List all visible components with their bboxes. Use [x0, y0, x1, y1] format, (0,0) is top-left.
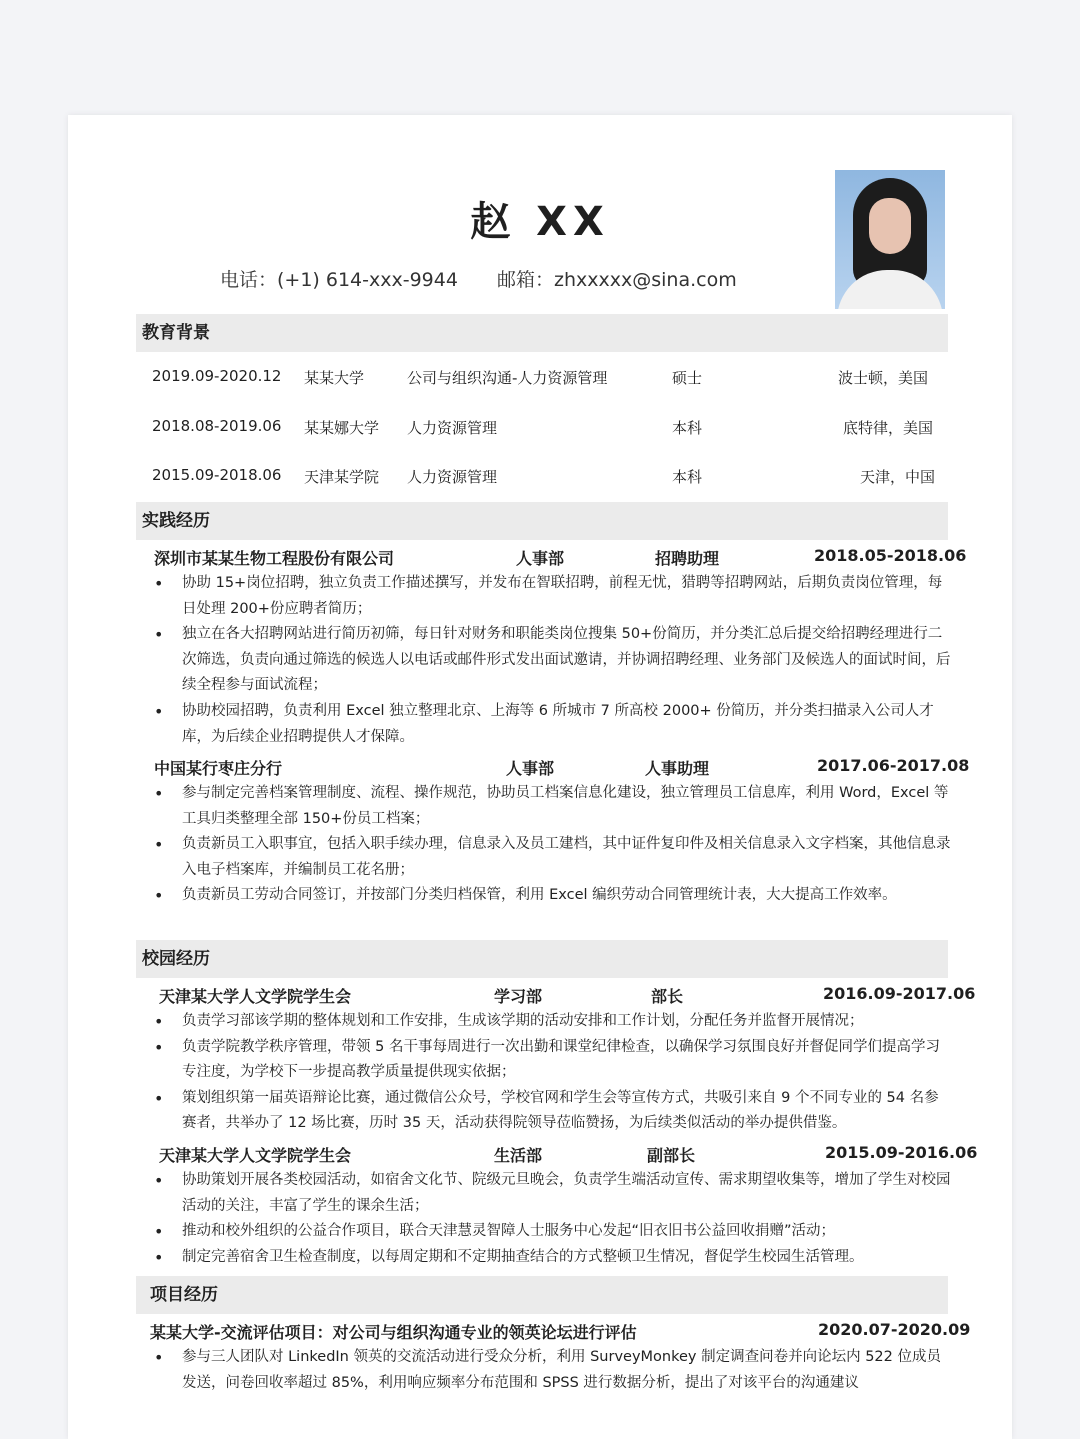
job-period: 2017.06-2017.08: [817, 756, 970, 775]
edu-degree: 硕士: [672, 369, 703, 387]
edu-period: 2019.09-2020.12: [152, 367, 282, 385]
job-role: 招聘助理: [655, 549, 720, 568]
campus-dept: 生活部: [494, 1146, 543, 1165]
edu-degree: 本科: [672, 468, 703, 486]
list-item: • 负责新员工入职事宜，包括入职手续办理，信息录入及员工建档，其中证件复印件及相关信息录入文字档案，其他信息录入电子档案库，并编制员工花名册；: [152, 832, 952, 883]
edu-school: 天津某学院: [304, 468, 380, 486]
edu-degree: 本科: [672, 419, 703, 437]
list-item: • 负责新员工劳动合同签订，并按部门分类归档保管，利用 Excel 编织劳动合同管理统计表，大大提高工作效率。: [152, 883, 952, 909]
project-name: 某某大学-交流评估项目：对公司与组织沟通专业的领英论坛进行评估: [150, 1323, 637, 1342]
edu-period: 2015.09-2018.06: [152, 466, 282, 484]
list-item: • 协助校园招聘，负责利用 Excel 独立整理北京、上海等 6 所城市 7 所高校 2000+ 份简历，并分类扫描录入公司人才库，为后续企业招聘提供人才保障。: [152, 699, 952, 750]
campus-bullets: [152, 1009, 952, 1137]
job-dept: 人事部: [506, 759, 555, 778]
campus-period: 2015.09-2016.06: [825, 1143, 978, 1162]
job-bullets: [152, 781, 952, 909]
edu-major: 人力资源管理: [407, 419, 498, 437]
project-section-title: 项目经历: [136, 1276, 948, 1314]
campus-org: 天津某大学人文学院学生会: [159, 987, 352, 1006]
edu-major: 人力资源管理: [407, 468, 498, 486]
edu-period: 2018.08-2019.06: [152, 417, 282, 435]
campus-period: 2016.09-2017.06: [823, 984, 976, 1003]
list-item: • 协助 15+岗位招聘，独立负责工作描述撰写，并发布在智联招聘，前程无忧，猎聘等招聘网站，后期负责岗位管理，每日处理 200+份应聘者简历；: [152, 571, 952, 622]
phone-text: 电话：(+1) 614-xxx-9944: [220, 269, 458, 291]
campus-org: 天津某大学人文学院学生会: [159, 1146, 352, 1165]
list-item: • 参与制定完善档案管理制度、流程、操作规范，协助员工档案信息化建设，独立管理员工信息库，利用 Word，Excel 等工具归类整理全部 150+份员工档案；: [152, 781, 952, 832]
edu-school: 某某娜大学: [304, 419, 380, 437]
list-item: • 制定完善宿舍卫生检查制度，以每周定期和不定期抽查结合的方式整顿卫生情况，督促学生校园生活管理。: [152, 1245, 952, 1271]
list-item: • 协助策划开展各类校园活动，如宿舍文化节、院级元旦晚会，负责学生端活动宣传、需求期望收集等，增加了学生对校园活动的关注，丰富了学生的课余生活；: [152, 1168, 952, 1219]
campus-role: 部长: [651, 987, 684, 1006]
email-text: 邮箱：zhxxxxx@sina.com: [497, 269, 737, 291]
practice-section-title: 实践经历: [136, 502, 948, 540]
list-item: • 策划组织第一届英语辩论比赛，通过微信公众号，学校官网和学生会等宣传方式，共吸引来自 9 个不同专业的 54 名参赛者，共举办了 12 场比赛，历时 35 天，活动获得院领导莅临赞扬，为后续类似活动的举办提供借鉴。: [152, 1086, 952, 1137]
edu-location: 波士顿，美国: [838, 369, 929, 387]
edu-major: 公司与组织沟通-人力资源管理: [407, 369, 608, 387]
job-dept: 人事部: [516, 549, 565, 568]
campus-role: 副部长: [647, 1146, 696, 1165]
project-bullets: [152, 1345, 952, 1396]
campus-bullets: [152, 1168, 952, 1270]
campus-section-title: 校园经历: [136, 940, 948, 978]
education-section-title: 教育背景: [136, 314, 948, 352]
candidate-name: 赵 XX: [470, 199, 610, 245]
edu-school: 某某大学: [304, 369, 365, 387]
job-period: 2018.05-2018.06: [814, 546, 967, 565]
list-item: • 独立在各大招聘网站进行简历初筛，每日针对财务和职能类岗位搜集 50+份简历，并分类汇总后提交给招聘经理进行二次筛选，负责向通过筛选的候选人以电话或邮件形式发出面试邀请，并协调招聘经理、业务部门及候选人的面试时间，后续全程参与面试流程；: [152, 622, 952, 699]
list-item: • 参与三人团队对 LinkedIn 领英的交流活动进行受众分析，利用 SurveyMonkey 制定调查问卷并向论坛内 522 位成员发送，问卷回收率超过 85%，利用响应频率分布范围和 SPSS 进行数据分析，提出了对该平台的沟通建议: [152, 1345, 952, 1396]
list-item: • 推动和校外组织的公益合作项目，联合天津慧灵智障人士服务中心发起“旧衣旧书公益回收捐赠”活动；: [152, 1219, 952, 1245]
profile-photo: [835, 170, 945, 309]
list-item: • 负责学院教学秩序管理，带领 5 名干事每周进行一次出勤和课堂纪律检查，以确保学习氛围良好并督促同学们提高学习专注度，为学校下一步提高教学质量提供现实依据；: [152, 1035, 952, 1086]
campus-dept: 学习部: [494, 987, 543, 1006]
job-org: 中国某行枣庄分行: [154, 759, 283, 778]
project-period: 2020.07-2020.09: [818, 1320, 971, 1339]
edu-location: 天津，中国: [860, 468, 936, 486]
job-role: 人事助理: [645, 759, 710, 778]
job-org: 深圳市某某生物工程股份有限公司: [154, 549, 395, 568]
list-item: • 负责学习部该学期的整体规划和工作安排，生成该学期的活动安排和工作计划，分配任务并监督开展情况；: [152, 1009, 952, 1035]
job-bullets: [152, 571, 952, 750]
edu-location: 底特律，美国: [843, 419, 934, 437]
